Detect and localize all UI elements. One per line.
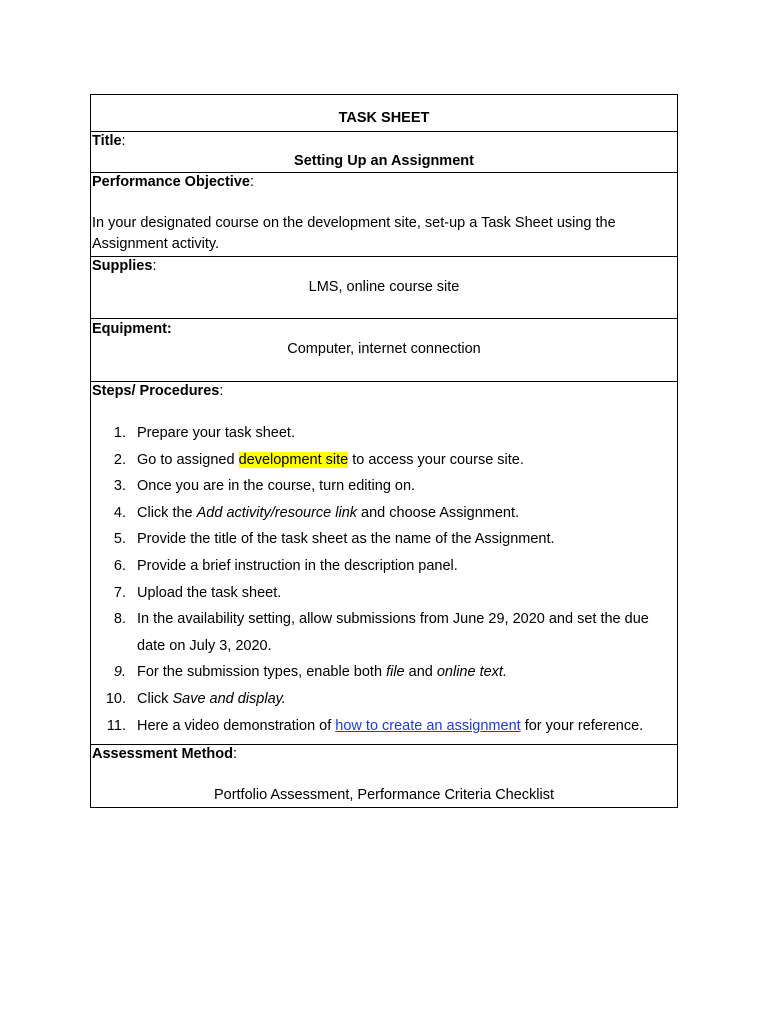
step-number: 11. (106, 717, 126, 734)
step-text: Provide a brief instruction in the description panel. (137, 557, 458, 574)
equipment-value: Computer, internet connection (287, 341, 481, 357)
step-number: 5. (113, 531, 126, 548)
steps-row (91, 382, 677, 745)
task-sheet-heading: TASK SHEET (338, 110, 430, 126)
step-text-post: to access your course site. (348, 451, 524, 468)
step-item (91, 473, 667, 500)
assessment-colon: : (233, 746, 238, 762)
step-number: 8. (113, 611, 126, 628)
step-item (91, 553, 667, 580)
title-colon: : (121, 133, 126, 149)
step-text-italic: file (386, 664, 405, 681)
step-item (91, 526, 667, 553)
highlighted-text: development site (238, 451, 349, 468)
objective-text: In your designated course on the development site, set-up a Task Sheet using the Assignment activity. (92, 215, 616, 252)
step-number: 3. (113, 478, 126, 495)
objective-colon: : (249, 174, 254, 190)
step-item (91, 659, 667, 686)
step-text: Upload the task sheet. (137, 584, 282, 601)
step-item (91, 500, 667, 527)
step-item (91, 447, 667, 474)
step-number: 2. (113, 451, 126, 468)
title-row (91, 132, 677, 173)
title-value: Setting Up an Assignment (294, 153, 474, 169)
task-sheet-table (90, 94, 678, 808)
step-text-pre: Here a video demonstration of (137, 717, 336, 734)
objective-row (91, 173, 677, 257)
step-text: Provide the title of the task sheet as the name of the Assignment. (137, 531, 555, 548)
step-text-pre: For the submission types, enable both (137, 664, 387, 681)
step-item (91, 713, 667, 740)
equipment-label: Equipment: (92, 321, 172, 337)
step-item (91, 606, 667, 659)
supplies-row (91, 257, 677, 319)
assessment-value: Portfolio Assessment, Performance Criteria Checklist (213, 787, 555, 803)
objective-label: Performance Objective (92, 174, 250, 190)
step-item (91, 420, 667, 447)
assessment-row (91, 745, 677, 807)
step-text-italic: online text. (436, 664, 507, 681)
step-item (91, 580, 667, 607)
steps-label-line (92, 383, 223, 399)
objective-label-line (92, 174, 254, 190)
step-text-italic: Add activity/resource link (196, 504, 358, 521)
equipment-row (91, 319, 677, 382)
step-text-post: and choose Assignment. (357, 504, 520, 521)
step-text-pre: Go to assigned (137, 451, 239, 468)
assessment-label-line (92, 746, 237, 762)
step-text: Prepare your task sheet. (137, 425, 295, 441)
supplies-label-line (92, 258, 156, 274)
step-text: In the availability setting, allow submissions from June 29, 2020 and set the due date on July 3, 2020. (137, 611, 649, 654)
step-text-mid: and (404, 664, 437, 681)
step-text-post: for your reference. (520, 717, 644, 734)
steps-label: Steps/ Procedures (92, 383, 220, 399)
video-demo-link[interactable]: how to create an assignment (335, 717, 521, 734)
step-number: 7. (113, 584, 126, 601)
step-text-pre: Click (137, 690, 173, 707)
step-text: Once you are in the course, turn editing on. (137, 478, 416, 495)
step-item (91, 686, 667, 713)
supplies-label: Supplies (92, 258, 153, 274)
step-number: 9. (113, 664, 126, 681)
step-text-italic: Save and display. (172, 690, 286, 707)
steps-list (91, 420, 677, 739)
steps-colon: : (219, 383, 224, 399)
step-number: 4. (113, 504, 126, 521)
title-label: Title (92, 133, 122, 149)
step-number: 1. (113, 425, 126, 441)
supplies-value: LMS, online course site (308, 279, 460, 295)
step-text-pre: Click the (137, 504, 197, 521)
supplies-colon: : (152, 258, 157, 274)
step-number: 10. (105, 690, 126, 707)
step-number: 6. (113, 557, 126, 574)
header-row (91, 95, 677, 132)
assessment-label: Assessment Method (92, 746, 234, 762)
title-label-line (92, 133, 126, 149)
